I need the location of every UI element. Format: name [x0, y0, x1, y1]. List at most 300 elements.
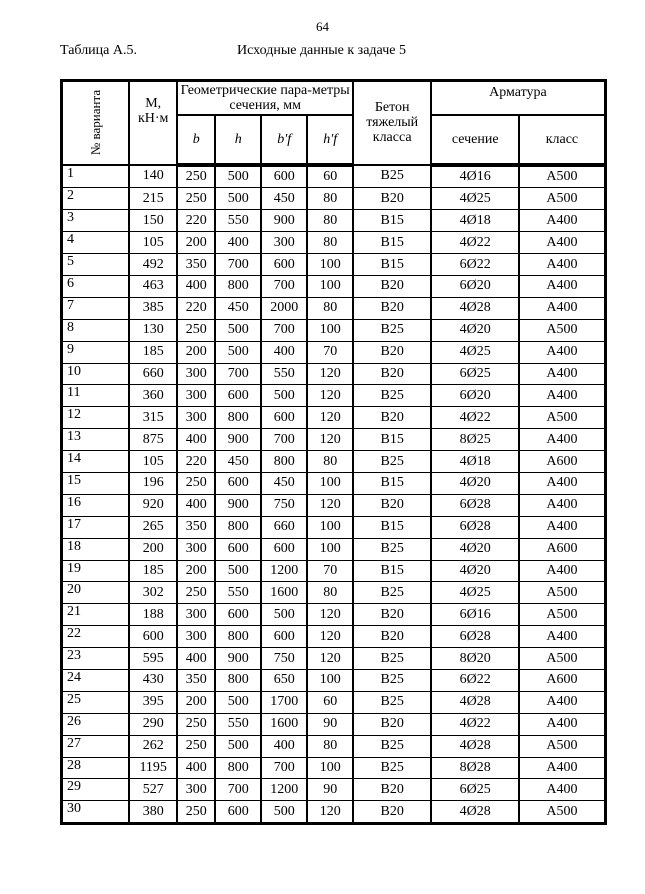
header-hf: h′f — [307, 115, 353, 165]
cell-class: A400 — [519, 713, 605, 735]
cell-concrete: B15 — [353, 232, 431, 254]
cell-hf: 80 — [307, 297, 353, 319]
cell-class: A400 — [519, 429, 605, 451]
cell-section: 6Ø28 — [431, 516, 519, 538]
cell-class: A400 — [519, 297, 605, 319]
cell-class: A500 — [519, 648, 605, 670]
cell-h: 500 — [215, 735, 261, 757]
table-row — [62, 385, 606, 407]
cell-bf: 450 — [261, 472, 307, 494]
cell-concrete: B20 — [353, 341, 431, 363]
cell-variant: 2 — [62, 188, 130, 210]
cell-h: 550 — [215, 713, 261, 735]
cell-moment: 130 — [129, 319, 177, 341]
table-row — [62, 604, 606, 626]
cell-h: 450 — [215, 451, 261, 473]
cell-bf: 700 — [261, 319, 307, 341]
cell-concrete: B25 — [353, 451, 431, 473]
cell-bf: 500 — [261, 385, 307, 407]
cell-concrete: B20 — [353, 407, 431, 429]
cell-moment: 215 — [129, 188, 177, 210]
cell-h: 500 — [215, 188, 261, 210]
cell-section: 6Ø22 — [431, 254, 519, 276]
cell-bf: 300 — [261, 232, 307, 254]
cell-moment: 140 — [129, 165, 177, 188]
table-row — [62, 779, 606, 801]
cell-bf: 700 — [261, 275, 307, 297]
cell-h: 800 — [215, 275, 261, 297]
table-row — [62, 538, 606, 560]
cell-section: 6Ø22 — [431, 669, 519, 691]
cell-bf: 600 — [261, 538, 307, 560]
cell-bf: 800 — [261, 451, 307, 473]
cell-bf: 750 — [261, 494, 307, 516]
header-h: h — [215, 115, 261, 165]
cell-b: 400 — [177, 648, 215, 670]
cell-moment: 185 — [129, 341, 177, 363]
cell-section: 6Ø16 — [431, 604, 519, 626]
cell-b: 400 — [177, 757, 215, 779]
cell-moment: 920 — [129, 494, 177, 516]
cell-bf: 750 — [261, 648, 307, 670]
cell-moment: 430 — [129, 669, 177, 691]
cell-class: A600 — [519, 451, 605, 473]
cell-moment: 150 — [129, 210, 177, 232]
cell-section: 4Ø20 — [431, 472, 519, 494]
cell-class: A500 — [519, 319, 605, 341]
cell-bf: 600 — [261, 165, 307, 188]
cell-section: 4Ø22 — [431, 713, 519, 735]
table-label: Таблица А.5. — [60, 43, 137, 58]
cell-variant: 27 — [62, 735, 130, 757]
cell-b: 400 — [177, 275, 215, 297]
table-row — [62, 341, 606, 363]
cell-hf: 60 — [307, 691, 353, 713]
cell-class: A400 — [519, 691, 605, 713]
cell-moment: 660 — [129, 363, 177, 385]
cell-section: 8Ø28 — [431, 757, 519, 779]
cell-b: 200 — [177, 232, 215, 254]
cell-h: 900 — [215, 429, 261, 451]
cell-concrete: B15 — [353, 254, 431, 276]
cell-variant: 13 — [62, 429, 130, 451]
cell-section: 8Ø20 — [431, 648, 519, 670]
cell-concrete: B20 — [353, 363, 431, 385]
cell-hf: 120 — [307, 801, 353, 824]
cell-bf: 700 — [261, 429, 307, 451]
cell-concrete: B25 — [353, 691, 431, 713]
data-table — [60, 79, 607, 825]
cell-hf: 120 — [307, 429, 353, 451]
cell-class: A500 — [519, 801, 605, 824]
cell-b: 300 — [177, 626, 215, 648]
cell-concrete: B15 — [353, 560, 431, 582]
cell-variant: 22 — [62, 626, 130, 648]
cell-concrete: B25 — [353, 165, 431, 188]
cell-bf: 600 — [261, 407, 307, 429]
cell-section: 4Ø22 — [431, 232, 519, 254]
cell-b: 300 — [177, 363, 215, 385]
cell-section: 4Ø25 — [431, 188, 519, 210]
cell-bf: 1600 — [261, 582, 307, 604]
cell-concrete: B25 — [353, 385, 431, 407]
cell-b: 220 — [177, 451, 215, 473]
cell-moment: 105 — [129, 451, 177, 473]
cell-h: 500 — [215, 341, 261, 363]
cell-b: 200 — [177, 341, 215, 363]
cell-class: A500 — [519, 604, 605, 626]
cell-class: A400 — [519, 341, 605, 363]
table-row — [62, 691, 606, 713]
cell-class: A400 — [519, 626, 605, 648]
cell-bf: 1200 — [261, 560, 307, 582]
cell-concrete: B20 — [353, 275, 431, 297]
table-row — [62, 494, 606, 516]
cell-moment: 265 — [129, 516, 177, 538]
cell-h: 900 — [215, 494, 261, 516]
cell-variant: 5 — [62, 254, 130, 276]
cell-h: 550 — [215, 582, 261, 604]
cell-b: 220 — [177, 297, 215, 319]
cell-concrete: B20 — [353, 494, 431, 516]
cell-b: 250 — [177, 801, 215, 824]
cell-hf: 100 — [307, 254, 353, 276]
cell-section: 6Ø20 — [431, 385, 519, 407]
cell-h: 700 — [215, 254, 261, 276]
cell-b: 200 — [177, 560, 215, 582]
cell-class: A400 — [519, 363, 605, 385]
cell-hf: 120 — [307, 648, 353, 670]
cell-bf: 600 — [261, 626, 307, 648]
cell-section: 4Ø18 — [431, 451, 519, 473]
cell-class: A400 — [519, 516, 605, 538]
cell-class: A400 — [519, 254, 605, 276]
cell-h: 800 — [215, 516, 261, 538]
cell-section: 4Ø18 — [431, 210, 519, 232]
cell-b: 250 — [177, 319, 215, 341]
cell-bf: 1700 — [261, 691, 307, 713]
cell-b: 200 — [177, 691, 215, 713]
cell-variant: 14 — [62, 451, 130, 473]
cell-moment: 200 — [129, 538, 177, 560]
cell-b: 250 — [177, 165, 215, 188]
cell-section: 8Ø25 — [431, 429, 519, 451]
cell-h: 600 — [215, 538, 261, 560]
cell-hf: 100 — [307, 538, 353, 560]
cell-variant: 6 — [62, 275, 130, 297]
header-class: класс — [519, 115, 605, 165]
cell-b: 300 — [177, 385, 215, 407]
cell-moment: 1195 — [129, 757, 177, 779]
cell-variant: 21 — [62, 604, 130, 626]
cell-section: 4Ø20 — [431, 560, 519, 582]
cell-class: A400 — [519, 275, 605, 297]
cell-variant: 25 — [62, 691, 130, 713]
cell-h: 700 — [215, 363, 261, 385]
cell-variant: 4 — [62, 232, 130, 254]
table-row — [62, 165, 606, 188]
table-row — [62, 254, 606, 276]
cell-bf: 600 — [261, 254, 307, 276]
cell-b: 250 — [177, 713, 215, 735]
cell-bf: 400 — [261, 735, 307, 757]
cell-variant: 10 — [62, 363, 130, 385]
cell-bf: 900 — [261, 210, 307, 232]
cell-concrete: B15 — [353, 429, 431, 451]
cell-section: 4Ø28 — [431, 801, 519, 824]
cell-b: 250 — [177, 472, 215, 494]
cell-h: 600 — [215, 801, 261, 824]
cell-h: 800 — [215, 669, 261, 691]
cell-bf: 660 — [261, 516, 307, 538]
page-number: 64 — [316, 19, 329, 34]
cell-class: A500 — [519, 165, 605, 188]
table-row — [62, 297, 606, 319]
table-row — [62, 407, 606, 429]
header-b: b — [177, 115, 215, 165]
cell-hf: 120 — [307, 407, 353, 429]
cell-class: A400 — [519, 385, 605, 407]
cell-moment: 196 — [129, 472, 177, 494]
cell-hf: 80 — [307, 735, 353, 757]
cell-hf: 80 — [307, 451, 353, 473]
cell-concrete: B20 — [353, 297, 431, 319]
cell-hf: 120 — [307, 363, 353, 385]
cell-class: A600 — [519, 669, 605, 691]
cell-concrete: B20 — [353, 801, 431, 824]
table-row — [62, 713, 606, 735]
cell-variant: 18 — [62, 538, 130, 560]
cell-hf: 100 — [307, 319, 353, 341]
cell-h: 500 — [215, 319, 261, 341]
cell-class: A400 — [519, 757, 605, 779]
table-row — [62, 626, 606, 648]
cell-h: 500 — [215, 560, 261, 582]
cell-variant: 17 — [62, 516, 130, 538]
header-variant: № варианта — [62, 81, 130, 165]
cell-class: A600 — [519, 538, 605, 560]
table-row — [62, 669, 606, 691]
cell-hf: 100 — [307, 669, 353, 691]
table-row — [62, 210, 606, 232]
cell-h: 500 — [215, 165, 261, 188]
cell-b: 250 — [177, 582, 215, 604]
cell-moment: 595 — [129, 648, 177, 670]
cell-b: 220 — [177, 210, 215, 232]
cell-variant: 26 — [62, 713, 130, 735]
cell-variant: 3 — [62, 210, 130, 232]
cell-h: 800 — [215, 407, 261, 429]
cell-concrete: B25 — [353, 319, 431, 341]
cell-section: 4Ø16 — [431, 165, 519, 188]
cell-h: 600 — [215, 472, 261, 494]
cell-bf: 650 — [261, 669, 307, 691]
cell-moment: 492 — [129, 254, 177, 276]
cell-b: 400 — [177, 494, 215, 516]
cell-variant: 15 — [62, 472, 130, 494]
cell-h: 700 — [215, 779, 261, 801]
cell-section: 4Ø28 — [431, 297, 519, 319]
cell-class: A500 — [519, 407, 605, 429]
table-title: Исходные данные к задаче 5 — [237, 43, 406, 58]
cell-b: 300 — [177, 779, 215, 801]
table-row — [62, 451, 606, 473]
cell-bf: 2000 — [261, 297, 307, 319]
cell-section: 4Ø28 — [431, 735, 519, 757]
cell-hf: 120 — [307, 604, 353, 626]
cell-variant: 19 — [62, 560, 130, 582]
cell-hf: 100 — [307, 275, 353, 297]
cell-bf: 500 — [261, 801, 307, 824]
cell-moment: 185 — [129, 560, 177, 582]
cell-bf: 700 — [261, 757, 307, 779]
table-row — [62, 363, 606, 385]
cell-moment: 600 — [129, 626, 177, 648]
cell-section: 6Ø20 — [431, 275, 519, 297]
cell-variant: 1 — [62, 165, 130, 188]
cell-h: 800 — [215, 757, 261, 779]
cell-moment: 290 — [129, 713, 177, 735]
cell-hf: 80 — [307, 210, 353, 232]
cell-class: A500 — [519, 735, 605, 757]
cell-hf: 80 — [307, 232, 353, 254]
cell-concrete: B25 — [353, 582, 431, 604]
table-row — [62, 757, 606, 779]
cell-variant: 9 — [62, 341, 130, 363]
cell-variant: 12 — [62, 407, 130, 429]
header-section: сечение — [431, 115, 519, 165]
cell-section: 4Ø22 — [431, 407, 519, 429]
cell-concrete: B25 — [353, 648, 431, 670]
cell-moment: 315 — [129, 407, 177, 429]
cell-moment: 463 — [129, 275, 177, 297]
cell-b: 350 — [177, 254, 215, 276]
cell-b: 350 — [177, 516, 215, 538]
cell-h: 800 — [215, 626, 261, 648]
cell-concrete: B20 — [353, 626, 431, 648]
table-row — [62, 275, 606, 297]
cell-hf: 100 — [307, 757, 353, 779]
cell-hf: 120 — [307, 385, 353, 407]
cell-class: A400 — [519, 472, 605, 494]
header-concrete: Бетон тяжелый класса — [353, 81, 431, 165]
cell-bf: 1200 — [261, 779, 307, 801]
cell-moment: 875 — [129, 429, 177, 451]
cell-moment: 395 — [129, 691, 177, 713]
cell-bf: 500 — [261, 604, 307, 626]
header-reinforcement: Арматура — [431, 81, 605, 115]
cell-h: 600 — [215, 385, 261, 407]
cell-section: 6Ø25 — [431, 363, 519, 385]
cell-concrete: B20 — [353, 713, 431, 735]
table-row — [62, 472, 606, 494]
table-row — [62, 516, 606, 538]
cell-variant: 7 — [62, 297, 130, 319]
cell-bf: 450 — [261, 188, 307, 210]
cell-concrete: B25 — [353, 757, 431, 779]
cell-section: 4Ø20 — [431, 319, 519, 341]
cell-class: A400 — [519, 494, 605, 516]
cell-bf: 400 — [261, 341, 307, 363]
cell-bf: 550 — [261, 363, 307, 385]
cell-section: 6Ø28 — [431, 494, 519, 516]
cell-bf: 1600 — [261, 713, 307, 735]
header-geometry: Геометрические пара-метры сечения, мм — [177, 81, 353, 115]
table-row — [62, 801, 606, 824]
table-row — [62, 735, 606, 757]
cell-moment: 188 — [129, 604, 177, 626]
header-bf: b′f — [261, 115, 307, 165]
cell-b: 400 — [177, 429, 215, 451]
cell-h: 900 — [215, 648, 261, 670]
cell-b: 250 — [177, 735, 215, 757]
cell-moment: 105 — [129, 232, 177, 254]
cell-section: 4Ø28 — [431, 691, 519, 713]
header-moment: М, кН·м — [129, 81, 177, 165]
cell-variant: 30 — [62, 801, 130, 824]
cell-b: 250 — [177, 188, 215, 210]
cell-class: A500 — [519, 188, 605, 210]
table-row — [62, 319, 606, 341]
cell-hf: 90 — [307, 713, 353, 735]
cell-moment: 302 — [129, 582, 177, 604]
cell-concrete: B20 — [353, 604, 431, 626]
table-row — [62, 648, 606, 670]
cell-section: 6Ø28 — [431, 626, 519, 648]
table-row — [62, 429, 606, 451]
cell-concrete: B25 — [353, 735, 431, 757]
cell-variant: 29 — [62, 779, 130, 801]
cell-hf: 60 — [307, 165, 353, 188]
cell-concrete: B15 — [353, 516, 431, 538]
cell-variant: 20 — [62, 582, 130, 604]
cell-section: 6Ø25 — [431, 779, 519, 801]
cell-class: A400 — [519, 232, 605, 254]
cell-section: 4Ø20 — [431, 538, 519, 560]
cell-h: 500 — [215, 691, 261, 713]
table-row — [62, 582, 606, 604]
cell-b: 300 — [177, 538, 215, 560]
cell-concrete: B20 — [353, 779, 431, 801]
cell-moment: 262 — [129, 735, 177, 757]
cell-concrete: B15 — [353, 472, 431, 494]
cell-variant: 23 — [62, 648, 130, 670]
cell-variant: 16 — [62, 494, 130, 516]
cell-hf: 100 — [307, 516, 353, 538]
cell-variant: 11 — [62, 385, 130, 407]
cell-b: 300 — [177, 604, 215, 626]
cell-hf: 90 — [307, 779, 353, 801]
cell-class: A400 — [519, 779, 605, 801]
cell-hf: 100 — [307, 472, 353, 494]
table-row — [62, 188, 606, 210]
cell-class: A400 — [519, 210, 605, 232]
cell-variant: 24 — [62, 669, 130, 691]
cell-h: 550 — [215, 210, 261, 232]
cell-concrete: B25 — [353, 538, 431, 560]
cell-moment: 527 — [129, 779, 177, 801]
cell-variant: 8 — [62, 319, 130, 341]
cell-hf: 120 — [307, 494, 353, 516]
table-row — [62, 232, 606, 254]
cell-b: 350 — [177, 669, 215, 691]
cell-hf: 70 — [307, 341, 353, 363]
cell-h: 600 — [215, 604, 261, 626]
cell-class: A400 — [519, 560, 605, 582]
cell-concrete: B25 — [353, 669, 431, 691]
cell-moment: 380 — [129, 801, 177, 824]
cell-hf: 70 — [307, 560, 353, 582]
